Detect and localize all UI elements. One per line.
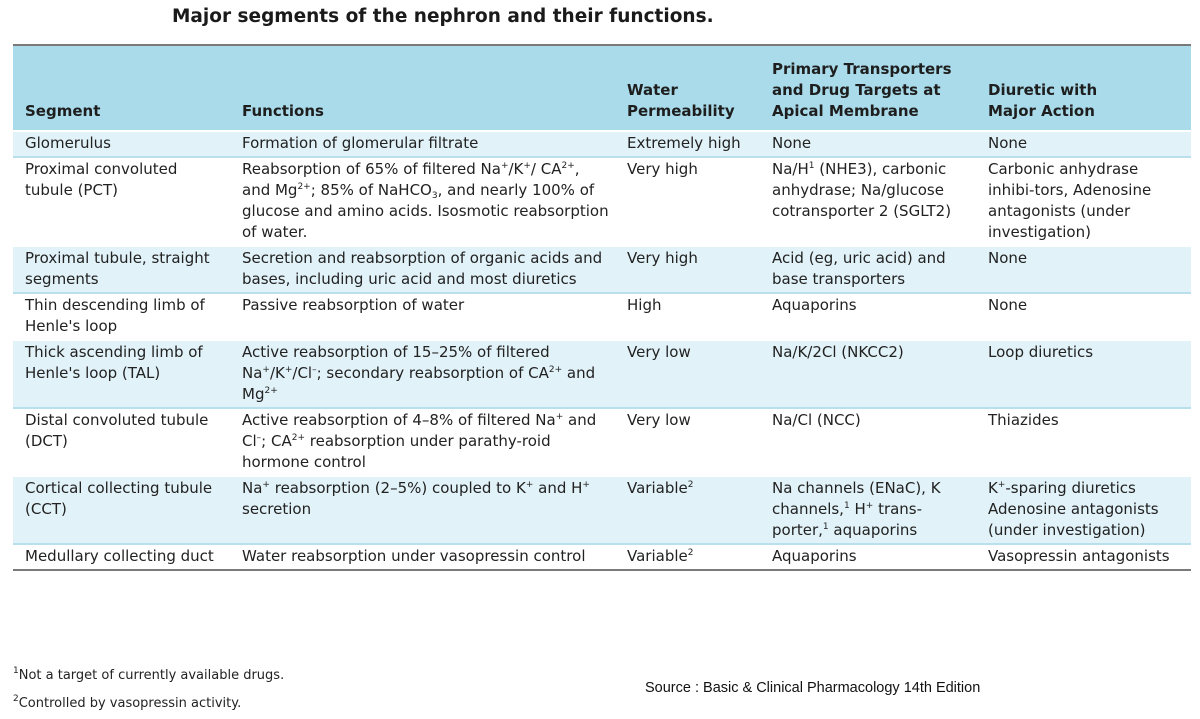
cell-segment: Glomerulus	[13, 131, 230, 157]
cell-diuretic: None	[976, 293, 1191, 340]
cell-functions: Active reabsorption of 4–8% of filtered Na+ and Cl–; $CA^{2+}$ reabsorption under parathy-roid hormone control	[230, 408, 615, 476]
cell-water: Very low	[615, 340, 760, 408]
table-row	[13, 293, 1191, 340]
cell-functions: Passive reabsorption of water	[230, 293, 615, 340]
cell-functions: Water reabsorption under vasopressin control	[230, 544, 615, 570]
cell-functions: Formation of glomerular filtrate	[230, 131, 615, 157]
cell-segment: Thin descending limb of Henle's loop	[13, 293, 230, 340]
cell-diuretic: K+-sparing diuretics Adenosine antagonists (under investigation)	[976, 476, 1191, 544]
cell-water: Very high	[615, 246, 760, 293]
table-row	[13, 476, 1191, 544]
cell-transporters: Aquaporins	[760, 544, 976, 570]
cell-functions: Reabsorption of 65% of filtered Na+/K+/ $CA^{2+}$, and $Mg^{2+}$; 85% of NaHCO$_3$, and nearly 100% of glucose and amino acids. Isosmotic reabsorption of water.	[230, 157, 615, 246]
table-header-row	[13, 45, 1191, 131]
table-row	[13, 544, 1191, 570]
header-diuretic: Diuretic with Major Action	[988, 81, 1098, 120]
cell-water: Very high	[615, 157, 760, 246]
cell-water: Extremely high	[615, 131, 760, 157]
cell-functions: Secretion and reabsorption of organic acids and bases, including uric acid and most diuretics	[230, 246, 615, 293]
cell-water: Variable$^2$	[615, 476, 760, 544]
cell-diuretic: None	[976, 246, 1191, 293]
page-title: Major segments of the nephron and their functions.	[172, 6, 714, 27]
footnote-1: $^1$Not a target of currently available drugs.	[13, 666, 285, 683]
cell-diuretic: Carbonic anhydrase inhibi-tors, Adenosine antagonists (under investigation)	[976, 157, 1191, 246]
table-row	[13, 340, 1191, 408]
header-segment: Segment	[25, 102, 101, 120]
cell-segment: Thick ascending limb of Henle's loop (TAL)	[13, 340, 230, 408]
cell-segment: Proximal convoluted tubule (PCT)	[13, 157, 230, 246]
cell-transporters: None	[760, 131, 976, 157]
cell-segment: Cortical collecting tubule (CCT)	[13, 476, 230, 544]
cell-water: Variable$^2$	[615, 544, 760, 570]
header-transporters: Primary Transporters and Drug Targets at Apical Membrane	[772, 60, 952, 120]
table-row	[13, 131, 1191, 157]
cell-segment: Medullary collecting duct	[13, 544, 230, 570]
header-functions: Functions	[242, 102, 324, 120]
cell-transporters: Na/Cl (NCC)	[760, 408, 976, 476]
header-water-permeability: Water Permeability	[627, 81, 735, 120]
table-row	[13, 246, 1191, 293]
cell-functions: Na+ reabsorption (2–5%) coupled to K+ and H+ secretion	[230, 476, 615, 544]
cell-diuretic: Thiazides	[976, 408, 1191, 476]
source-citation: Source : Basic & Clinical Pharmacology 14th Edition	[645, 680, 981, 696]
cell-transporters: Na channels (ENaC), K channels,$^1$ H+ trans-porter,$^1$ aquaporins	[760, 476, 976, 544]
cell-transporters: Aquaporins	[760, 293, 976, 340]
cell-diuretic: Loop diuretics	[976, 340, 1191, 408]
cell-diuretic: None	[976, 131, 1191, 157]
cell-segment: Distal convoluted tubule (DCT)	[13, 408, 230, 476]
cell-transporters: $Na/H^1$ (NHE3), carbonic anhydrase; Na/glucose cotransporter 2 (SGLT2)	[760, 157, 976, 246]
cell-functions: Active reabsorption of 15–25% of filtered Na+/K+/Cl–; secondary reabsorption of $CA^{2+}$ and $Mg^{2+}$	[230, 340, 615, 408]
table-row	[13, 157, 1191, 246]
table-row	[13, 408, 1191, 476]
nephron-table	[13, 44, 1191, 571]
cell-diuretic: Vasopressin antagonists	[976, 544, 1191, 570]
footnote-2: $^2$Controlled by vasopressin activity.	[13, 694, 242, 711]
cell-water: Very low	[615, 408, 760, 476]
cell-transporters: Acid (eg, uric acid) and base transporters	[760, 246, 976, 293]
cell-water: High	[615, 293, 760, 340]
cell-segment: Proximal tubule, straight segments	[13, 246, 230, 293]
cell-transporters: Na/K/2Cl (NKCC2)	[760, 340, 976, 408]
